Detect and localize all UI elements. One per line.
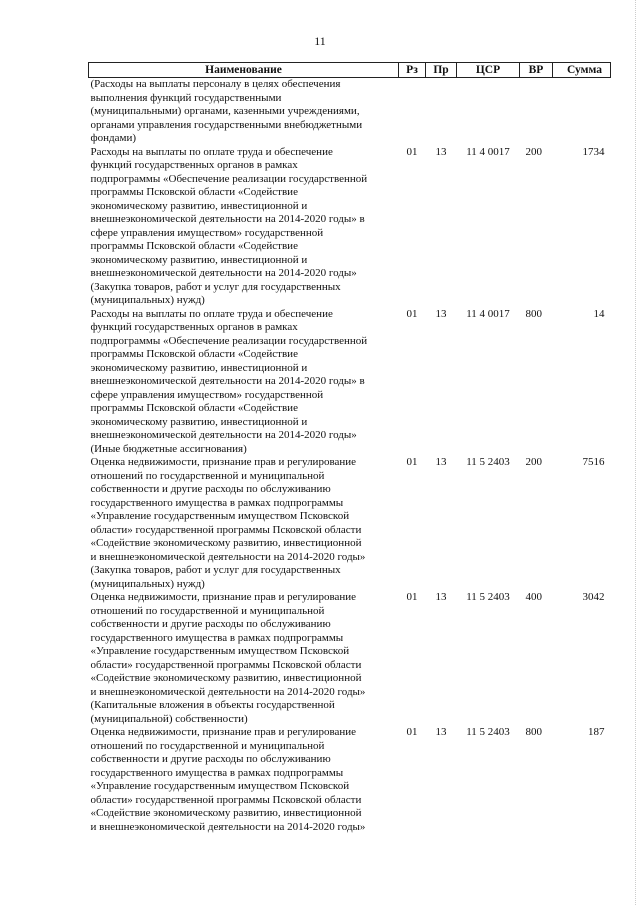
header-rz: Рз	[399, 63, 426, 78]
row-name-line: программы Псковской области «Содействие	[90, 402, 298, 414]
row-name-line: функций государственных органов в рамках	[90, 321, 298, 333]
table-row	[89, 308, 611, 457]
row-name-line: Оценка недвижимости, признание прав и регулирование	[90, 726, 357, 738]
row-name-line: внешнеэкономической деятельности на 2014-2020 годы»	[90, 267, 357, 279]
row-name-line: выполнения функций государственными	[90, 91, 282, 104]
row-pr: 13	[435, 307, 447, 320]
row-name-line: (Расходы на выплаты персоналу в целях обеспечения	[90, 78, 341, 90]
row-csr	[457, 78, 520, 146]
row-csr: 11 4 0017	[466, 307, 510, 320]
row-name-line: Оценка недвижимости, признание прав и регулирование	[90, 456, 357, 468]
row-name-line: (муниципальных) нужд)	[90, 577, 205, 590]
table-row	[89, 726, 611, 834]
row-rz: 01	[406, 591, 418, 603]
row-name-cell	[89, 146, 399, 308]
row-name-line: подпрограммы «Обеспечение реализации государственной	[90, 172, 368, 185]
row-name-line: отношений по государственной и муниципальной	[90, 739, 325, 752]
row-name-line: экономическому развитию, инвестиционной и	[90, 361, 308, 374]
row-name-cell	[89, 726, 399, 834]
row-rz	[399, 78, 426, 146]
row-vr: 800	[525, 726, 542, 738]
row-csr: 11 5 2403	[466, 591, 510, 603]
budget-table	[88, 62, 611, 834]
row-name-line: (муниципальными) органами, казенными учреждениями,	[90, 105, 360, 117]
row-rz: 01	[406, 456, 418, 468]
header-csr: ЦСР	[457, 63, 520, 78]
budget-table-container	[88, 62, 610, 834]
row-name-line: органами управления государственными внебюджетными	[90, 118, 363, 131]
row-name-cell	[89, 78, 399, 146]
row-name-cell	[89, 456, 399, 591]
header-name: Наименование	[89, 63, 399, 78]
row-vr	[520, 78, 553, 146]
row-name-line: внешнеэкономической деятельности на 2014-2020 годы» в	[90, 375, 365, 387]
row-sum: 3042	[582, 591, 605, 603]
row-name-line: области» государственной программы Псковской области	[90, 793, 362, 806]
row-pr: 13	[435, 456, 447, 468]
row-name-line: «Содействие экономическому развитию, инвестиционной	[90, 807, 362, 819]
row-name-line: «Содействие экономическому развитию, инвестиционной	[90, 672, 362, 684]
table-row	[89, 591, 611, 726]
row-name-line: (муниципальных) нужд)	[90, 294, 205, 306]
row-csr: 11 5 2403	[466, 726, 510, 738]
row-csr: 11 4 0017	[466, 145, 510, 158]
row-name-line: программы Псковской области «Содействие	[90, 240, 298, 252]
table-header-row	[89, 63, 611, 78]
row-name-line: (муниципальной) собственности)	[90, 712, 248, 725]
row-name-line: области» государственной программы Псковской области	[90, 523, 362, 536]
row-rz: 01	[406, 307, 418, 320]
row-pr: 13	[435, 591, 447, 603]
row-name-line: подпрограммы «Обеспечение реализации государственной	[90, 334, 368, 347]
page-number: 11	[314, 34, 326, 48]
row-name-line: программы Псковской области «Содействие	[90, 186, 298, 198]
row-sum: 7516	[582, 456, 605, 468]
header-sum: Сумма	[553, 63, 611, 78]
row-csr: 11 5 2403	[466, 456, 510, 468]
row-name-line: отношений по государственной и муниципальной	[90, 469, 325, 482]
row-name-line: государственного имущества в рамках подпрограммы	[90, 496, 344, 509]
row-name-line: государственного имущества в рамках подпрограммы	[90, 631, 344, 644]
row-name-line: (Иные бюджетные ассигнования)	[90, 442, 247, 455]
header-vr: ВР	[520, 63, 553, 78]
table-body	[89, 78, 611, 835]
row-sum: 14	[593, 307, 605, 320]
row-name-line: Расходы на выплаты по оплате труда и обеспечение	[90, 307, 333, 320]
row-name-line: экономическому развитию, инвестиционной и	[90, 253, 308, 266]
row-name-line: фондами)	[90, 132, 137, 144]
row-vr: 200	[525, 145, 542, 158]
row-name-line: экономическому развитию, инвестиционной и	[90, 199, 308, 212]
row-name-line: «Управление государственным имуществом Псковской	[90, 780, 350, 792]
row-name-line: отношений по государственной и муниципальной	[90, 604, 325, 617]
row-name-line: экономическому развитию, инвестиционной и	[90, 415, 308, 428]
row-name-line: и внешнеэкономической деятельности на 2014-2020 годы»	[90, 685, 366, 698]
row-name-line: функций государственных органов в рамках	[90, 159, 298, 171]
row-name-line: собственности и другие расходы по обслуживанию	[90, 753, 331, 765]
table-row	[89, 456, 611, 591]
row-sum	[553, 78, 611, 146]
table-row	[89, 146, 611, 308]
row-name-line: «Управление государственным имуществом Псковской	[90, 645, 350, 657]
row-name-line: области» государственной программы Псковской области	[90, 658, 362, 671]
row-sum: 1734	[582, 145, 605, 158]
row-vr: 800	[525, 307, 542, 320]
row-pr: 13	[435, 145, 447, 158]
row-name-line: внешнеэкономической деятельности на 2014-2020 годы»	[90, 429, 357, 441]
row-name-cell	[89, 591, 399, 726]
row-pr: 13	[435, 726, 447, 738]
row-name-line: «Содействие экономическому развитию, инвестиционной	[90, 537, 362, 549]
row-name-line: и внешнеэкономической деятельности на 2014-2020 годы»	[90, 820, 366, 833]
row-name-line: собственности и другие расходы по обслуживанию	[90, 618, 331, 630]
header-pr: Пр	[426, 63, 457, 78]
row-sum: 187	[588, 726, 605, 738]
row-rz: 01	[406, 726, 418, 738]
row-name-line: (Капитальные вложения в объекты государственной	[90, 699, 335, 711]
row-name-line: государственного имущества в рамках подпрограммы	[90, 766, 344, 779]
row-vr: 400	[525, 591, 542, 603]
row-name-line: Расходы на выплаты по оплате труда и обеспечение	[90, 145, 333, 158]
scan-edge	[634, 0, 636, 905]
row-name-line: и внешнеэкономической деятельности на 2014-2020 годы»	[90, 550, 366, 563]
row-vr: 200	[525, 456, 542, 468]
row-name-cell	[89, 308, 399, 457]
row-rz: 01	[406, 145, 418, 158]
row-name-line: сфере управления имуществом» государственной	[90, 388, 324, 401]
row-name-line: (Закупка товаров, работ и услуг для государственных	[90, 564, 341, 576]
table-row	[89, 78, 611, 146]
row-pr	[426, 78, 457, 146]
row-name-line: программы Псковской области «Содействие	[90, 348, 298, 360]
row-name-line: собственности и другие расходы по обслуживанию	[90, 483, 331, 495]
row-name-line: сфере управления имуществом» государственной	[90, 226, 324, 239]
row-name-line: Оценка недвижимости, признание прав и регулирование	[90, 591, 357, 603]
row-name-line: внешнеэкономической деятельности на 2014-2020 годы» в	[90, 213, 365, 225]
row-name-line: «Управление государственным имуществом Псковской	[90, 510, 350, 522]
row-name-line: (Закупка товаров, работ и услуг для государственных	[90, 280, 341, 293]
